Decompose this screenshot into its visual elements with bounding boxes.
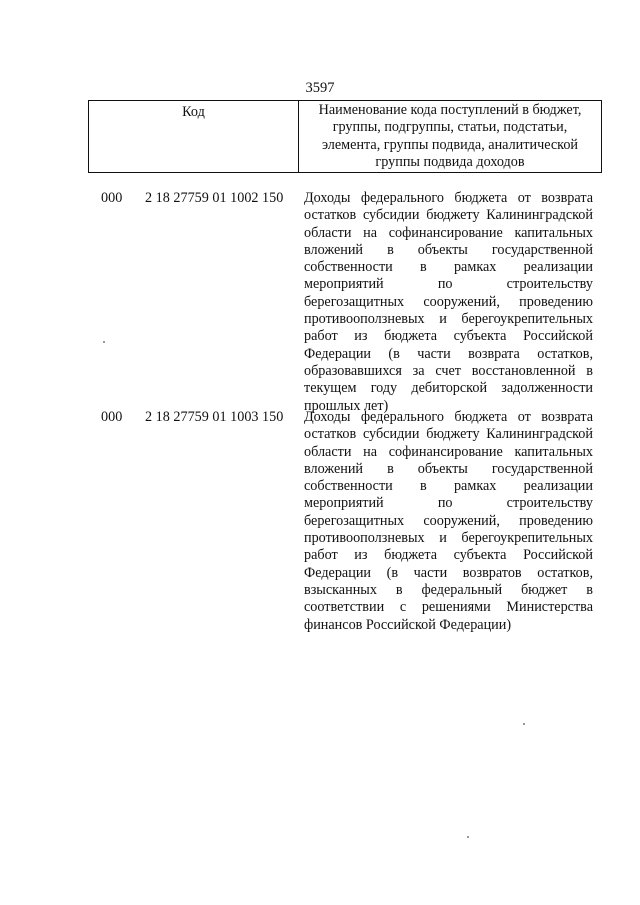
admin-code: 000 (101, 190, 123, 206)
scan-speck (523, 723, 525, 725)
revenue-description: Доходы федерального бюджета от возврата остатков субсидии бюджету Калининградской области на софинансирование капитальных вложений в объекты государственной собственности в рамках реализации мероприятий по строительству берегозащитных сооружений, проведению противооползневых и берегоукрепительных работ из бюджета субъекта Российской Федерации (в части возвратов остатков, взысканных в федеральный бюджет в соответствии с решениями Министерства финансов Российской Федерации) (304, 409, 593, 633)
page-number: 3597 (305, 80, 335, 96)
table-header (88, 100, 602, 173)
revenue-code: 2 18 27759 01 1002 150 (145, 190, 284, 206)
scan-speck (467, 836, 469, 838)
admin-code: 000 (101, 409, 123, 425)
header-code-column: Код (89, 101, 299, 172)
revenue-description: Доходы федерального бюджета от возврата остатков субсидии бюджету Калининградской области на софинансирование капитальных вложений в объекты государственной собственности в рамках реализации мероприятий по строительству берегозащитных сооружений, проведению противооползневых и берегоукрепительных работ из бюджета субъекта Российской Федерации (в части возврата остатков, образовавшихся за счет восстановленной в текущем году дебиторской задолженности прошлых лет) (304, 190, 593, 414)
header-name-column: Наименование кода поступлений в бюджет, группы, подгруппы, статьи, подстатьи, элемента, группы подвида, аналитической группы подвида доходов (318, 102, 582, 170)
scan-speck (103, 341, 105, 343)
revenue-code: 2 18 27759 01 1003 150 (145, 409, 284, 425)
